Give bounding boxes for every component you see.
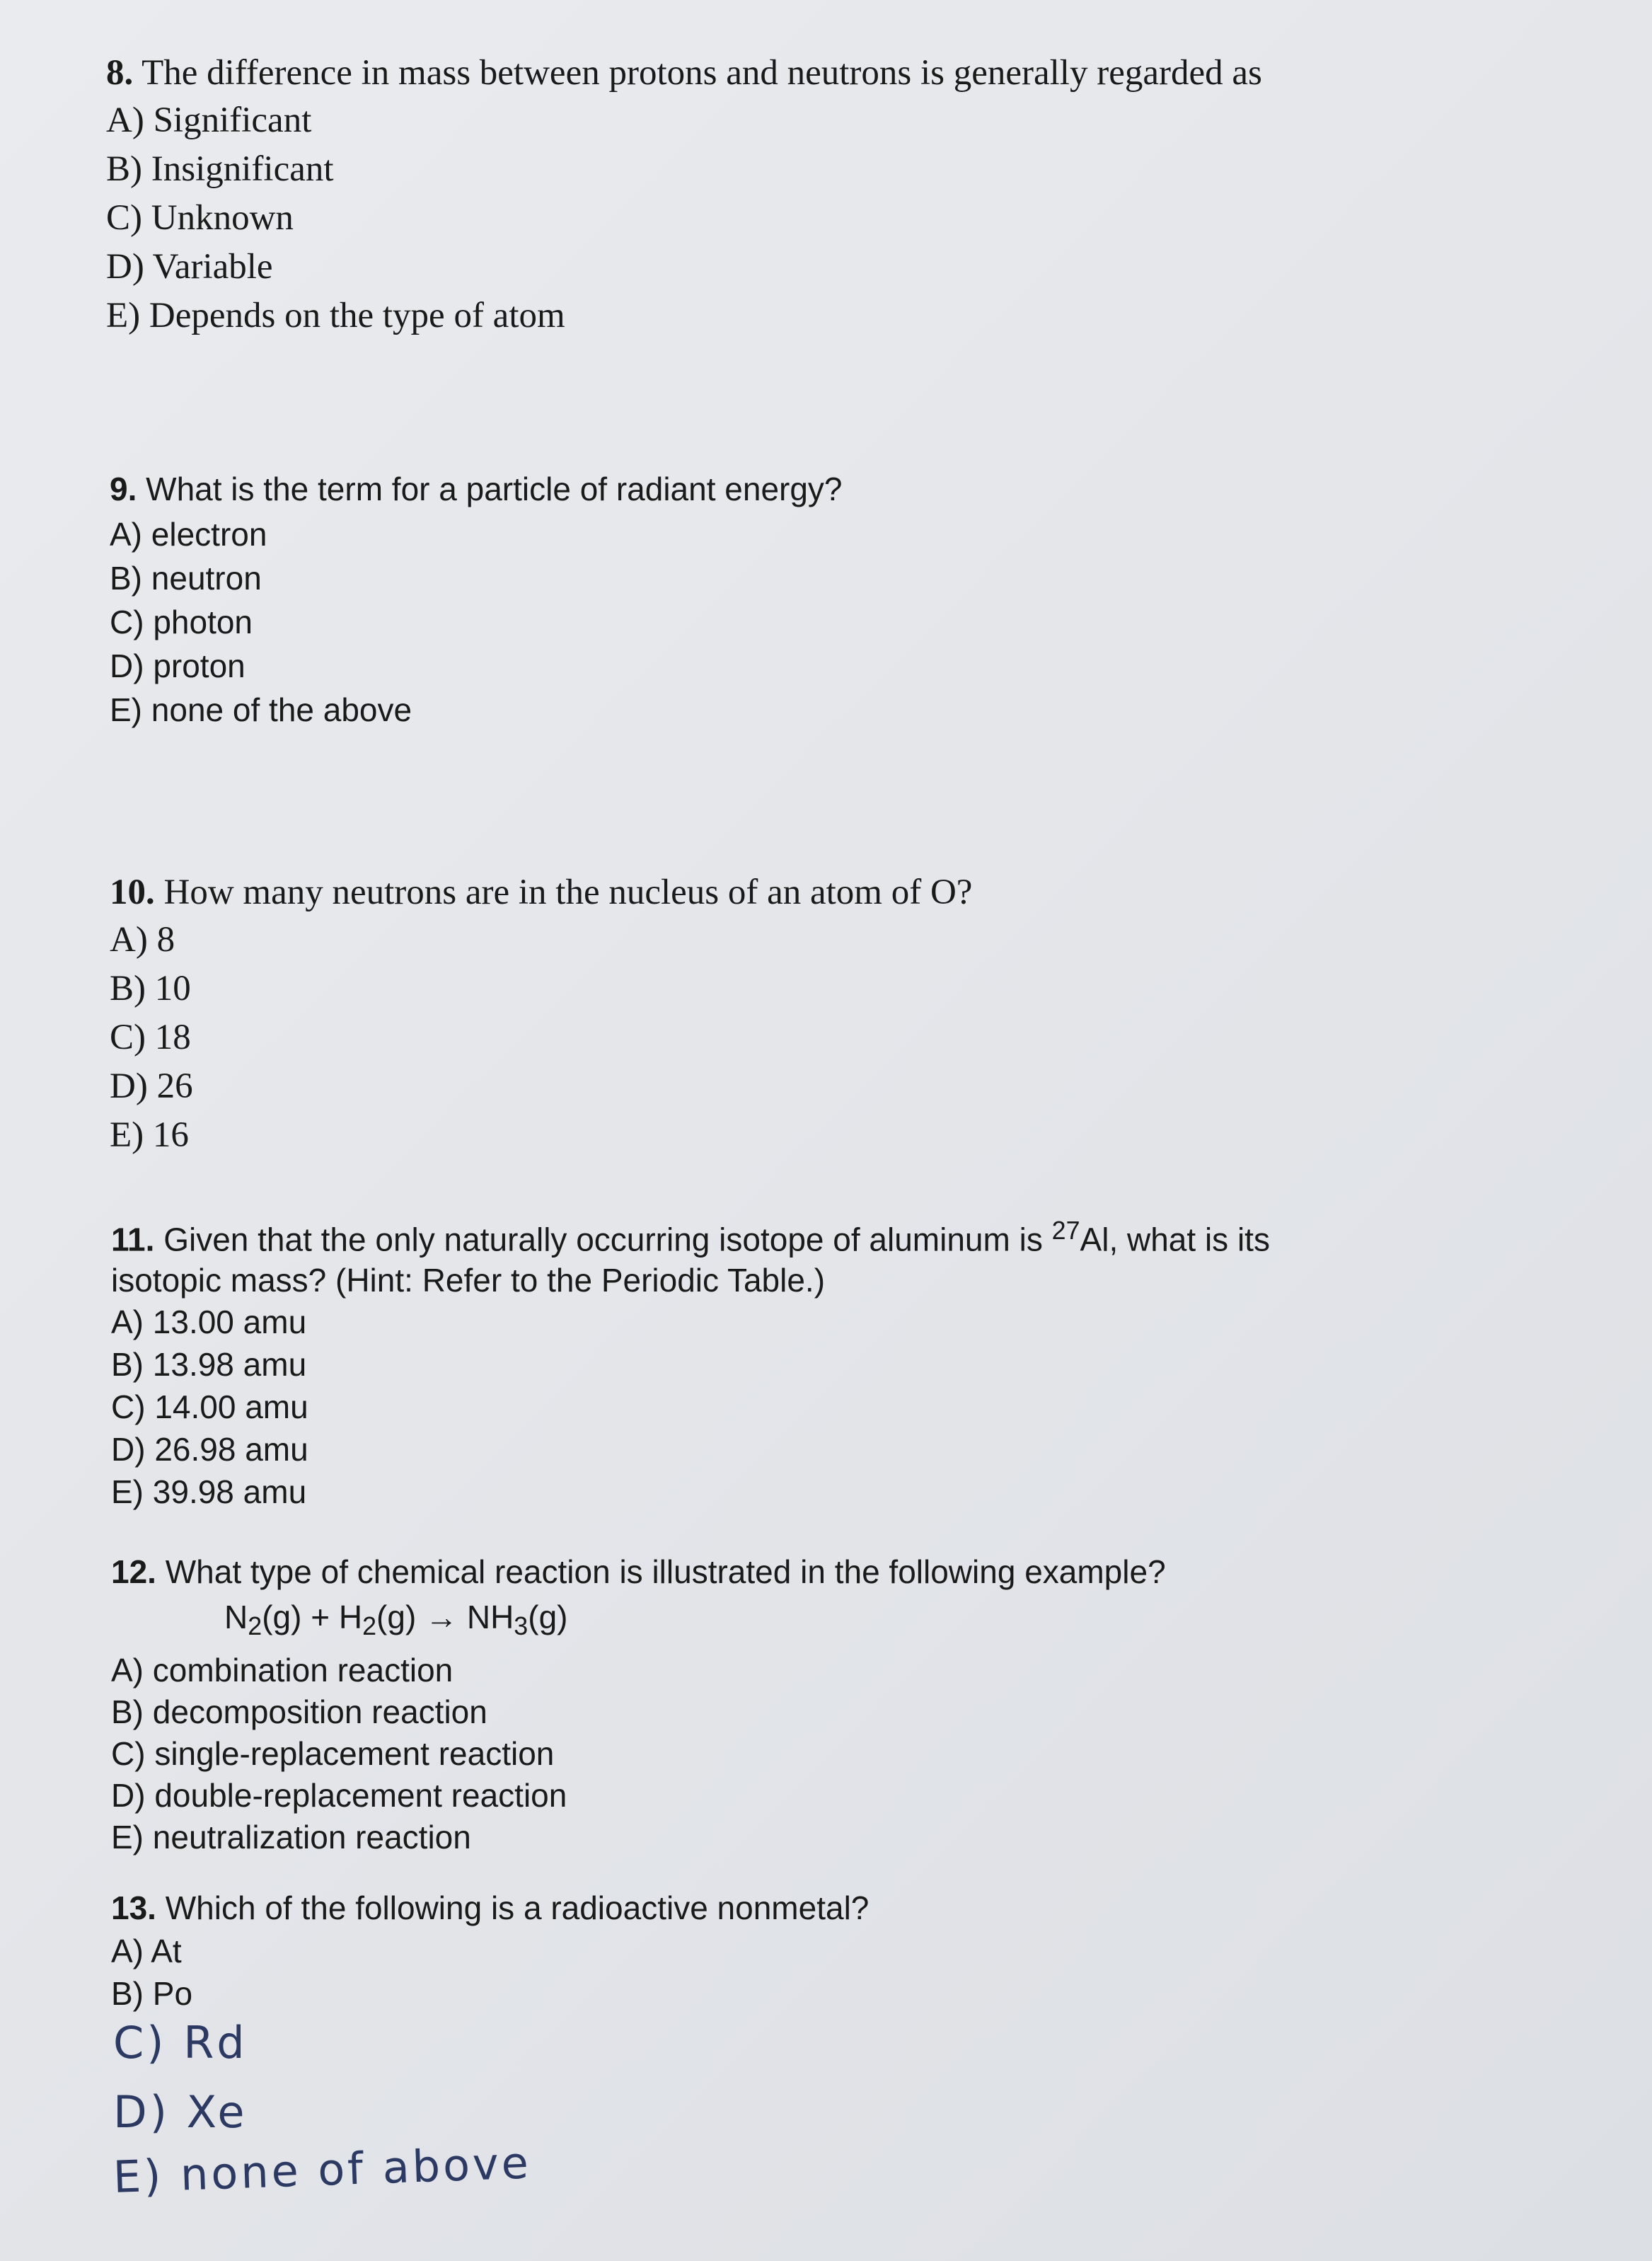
handwritten-option-d: D) Xe [113, 2086, 248, 2138]
question-8 [106, 50, 1262, 340]
state: (g) [528, 1599, 568, 1635]
option-a: A) combination reaction [111, 1651, 454, 1688]
option-e: E) Depends on the type of atom [106, 296, 565, 335]
question-number: 10. [110, 873, 155, 912]
reactant-1: N [224, 1599, 248, 1635]
option-d: D) 26.98 amu [111, 1431, 308, 1468]
question-stem [111, 1550, 1166, 1594]
chemical-equation [111, 1594, 1166, 1650]
option-c: C) 14.00 amu [111, 1388, 308, 1426]
option-d: D) proton [110, 648, 246, 684]
question-11 [111, 1210, 1270, 1513]
question-text: How many neutrons are in the nucleus of an atom of O? [163, 873, 973, 912]
question-number: 11. [111, 1221, 155, 1258]
option-a: A) 13.00 amu [111, 1304, 307, 1341]
option-a: A) 8 [110, 920, 175, 960]
question-text: What type of chemical reaction is illustrated in the following example? [165, 1553, 1166, 1590]
question-text-end: , what is its [1109, 1221, 1270, 1258]
option-a: A) Significant [106, 100, 312, 140]
option-e: E) 39.98 amu [111, 1473, 307, 1511]
question-text: The difference in mass between protons and neutrons is generally regarded as [141, 53, 1262, 93]
option-c: C) photon [110, 604, 253, 640]
option-c: C) single-replacement reaction [111, 1734, 555, 1772]
question-stem [111, 1886, 869, 1930]
option-b: B) neutron [110, 560, 262, 597]
option-b: B) 13.98 amu [111, 1346, 307, 1383]
option-c: C) Unknown [106, 198, 294, 238]
option-e: E) 16 [110, 1115, 189, 1155]
element-symbol: Al [1080, 1221, 1109, 1258]
question-text: Which of the following is a radioactive nonmetal? [165, 1889, 870, 1926]
option-d: D) 26 [110, 1066, 193, 1106]
question-stem [110, 466, 843, 512]
mass-number: 27 [1051, 1216, 1080, 1245]
subscript: 2 [362, 1611, 377, 1640]
question-9 [110, 466, 843, 732]
option-e: E) none of the above [110, 691, 412, 728]
state: (g) [376, 1599, 417, 1635]
handwritten-option-c: C) Rd [113, 2017, 248, 2069]
question-number: 8. [106, 53, 134, 93]
question-stem [106, 50, 1262, 96]
reaction-arrow: → [416, 1599, 467, 1635]
question-stem [110, 869, 972, 916]
option-a: A) At [111, 1933, 182, 1969]
option-a: A) electron [110, 516, 267, 553]
plus-sign: + [301, 1599, 339, 1635]
question-number: 9. [110, 471, 137, 507]
question-number: 12. [111, 1553, 156, 1590]
state: (g) [262, 1599, 302, 1635]
question-12 [111, 1550, 1166, 1858]
option-b: B) Insignificant [106, 149, 334, 189]
question-10 [110, 869, 972, 1160]
option-d: D) Variable [106, 247, 273, 287]
subscript: 3 [514, 1611, 528, 1640]
question-13 [111, 1886, 869, 2015]
question-text: Given that the only naturally occurring isotope of aluminum is [163, 1221, 1052, 1258]
option-c: C) 18 [110, 1018, 191, 1057]
reactant-2: H [338, 1599, 363, 1635]
question-number: 13. [111, 1889, 156, 1926]
option-d: D) double-replacement reaction [111, 1776, 567, 1814]
question-text: What is the term for a particle of radiant energy? [146, 471, 843, 507]
option-b: B) decomposition reaction [111, 1693, 487, 1730]
bleed-through-text: ⠀ [1203, 192, 1226, 226]
question-stem [111, 1210, 1270, 1260]
option-b: B) Po [111, 1975, 193, 2012]
question-stem-line-2: isotopic mass? (Hint: Refer to the Periodic Table.) [111, 1262, 826, 1299]
option-e: E) neutralization reaction [111, 1818, 471, 1856]
product: NH [466, 1599, 514, 1635]
option-b: B) 10 [110, 969, 191, 1008]
handwritten-option-e: E) none of above [112, 2136, 532, 2203]
subscript: 2 [248, 1611, 262, 1640]
